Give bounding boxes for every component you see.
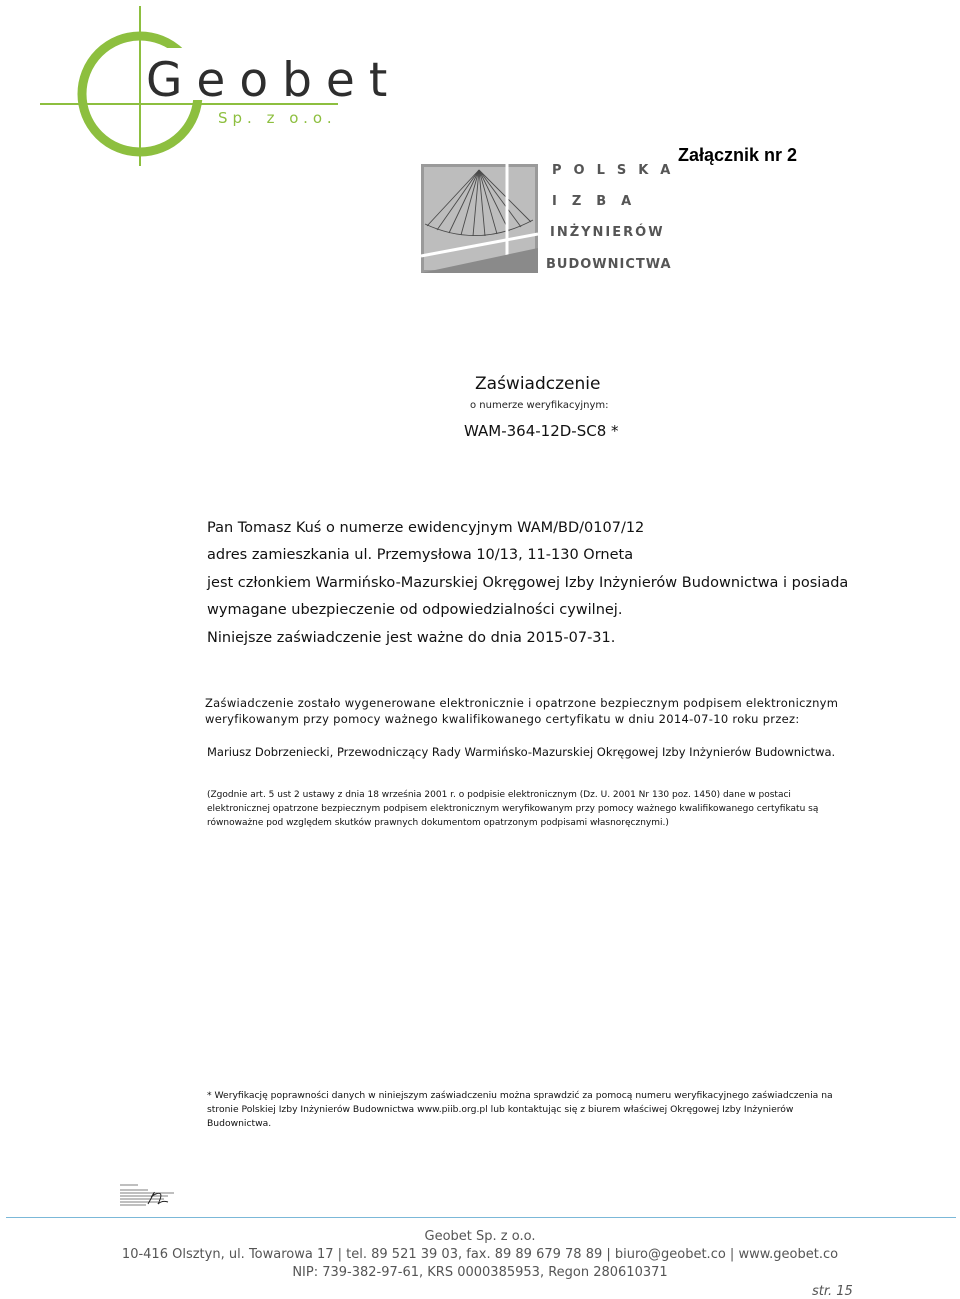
body-line: Niniejsze zaświadczenie jest ważne do dnia 2015-07-31. <box>207 630 616 646</box>
logo-suffix: Sp. z o.o. <box>218 109 337 127</box>
piib-logo-line: INŻYNIERÓW <box>550 225 665 240</box>
geobet-logo <box>36 6 402 166</box>
body-line: jest członkiem Warmińsko-Mazurskiej Okręgowej Izby Inżynierów Budownictwa i posiada <box>207 575 849 591</box>
piib-logo-line: IZBA <box>552 194 647 209</box>
signer-line: Mariusz Dobrzeniecki, Przewodniczący Rady Warmińsko-Mazurskiej Okręgowej Izby Inżynierów Budownictwa. <box>207 745 836 759</box>
piib-logo-graphic <box>421 164 538 273</box>
certificate-title: Zaświadczenie <box>475 374 601 394</box>
page-number: str. 15 <box>812 1284 853 1299</box>
piib-logo-line: POLSKA <box>552 163 683 178</box>
footnote-line: * Weryfikację poprawności danych w niniejszym zaświadczeniu można sprawdzić za pomocą numeru weryfikacyjnego zaświadczenia na <box>207 1090 833 1101</box>
body-line: wymagane ubezpieczenie od odpowiedzialności cywilnej. <box>207 602 623 618</box>
footer-address: 10-416 Olsztyn, ul. Towarowa 17 | tel. 89 521 39 03, fax. 89 89 679 78 89 | biuro@geobet.co | www.geobet.co <box>121 1247 839 1262</box>
legal-note-line: (Zgodnie art. 5 ust 2 ustawy z dnia 18 września 2001 r. o podpisie elektronicznym (Dz. U. 2001 Nr 130 poz. 1450) dane w postaci <box>207 790 791 800</box>
footnote-line: Budownictwa. <box>207 1118 272 1129</box>
attachment-label: Załącznik nr 2 <box>678 145 798 165</box>
certificate-subtitle: o numerze weryfikacyjnym: <box>470 400 609 411</box>
electronic-signature-stamp <box>118 1182 180 1210</box>
footer-divider <box>6 1217 956 1218</box>
logo-wordmark: Geobet <box>146 53 402 108</box>
generation-line: Zaświadczenie zostało wygenerowane elektronicznie i opatrzone bezpiecznym podpisem elektronicznym <box>205 696 839 710</box>
legal-note-line: elektronicznej opatrzone bezpiecznym podpisem elektronicznym weryfikowanym przy pomocy ważnego kwalifikowanego certyfikatu są <box>207 804 819 814</box>
body-line: adres zamieszkania ul. Przemysłowa 10/13, 11-130 Orneta <box>207 547 634 563</box>
footer-company: Geobet Sp. z o.o. <box>424 1229 536 1244</box>
footnote-line: stronie Polskiej Izby Inżynierów Budownictwa www.piib.org.pl lub kontaktując się z biurem właściwej Okręgowej Izby Inżynierów <box>207 1104 794 1115</box>
piib-logo-line: BUDOWNICTWA <box>546 257 672 272</box>
generation-line: weryfikowanym przy pomocy ważnego kwalifikowanego certyfikatu w dniu 2014-07-10 roku przez: <box>205 712 800 726</box>
legal-note-line: równoważne pod względem skutków prawnych dokumentom opatrzonym podpisami własnoręcznymi.) <box>207 818 669 828</box>
footer-registration: NIP: 739-382-97-61, KRS 0000385953, Regon 280610371 <box>292 1265 668 1280</box>
body-line: Pan Tomasz Kuś o numerze ewidencyjnym WAM/BD/0107/12 <box>207 520 645 536</box>
certificate-number: WAM-364-12D-SC8 * <box>464 422 619 440</box>
